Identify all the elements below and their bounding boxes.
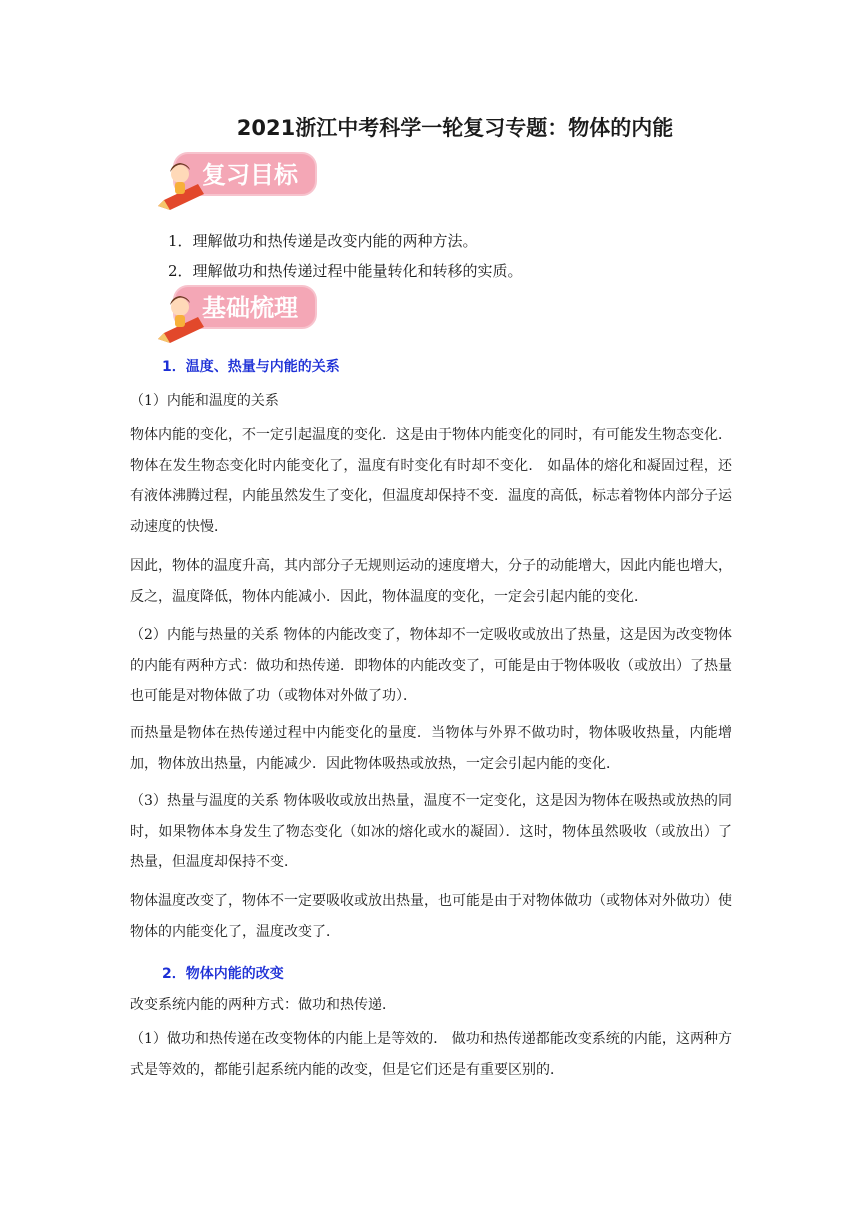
paragraph: （1）内能和温度的关系 [130,393,279,409]
paragraph: （1）做功和热传递在改变物体的内能上是等效的． 做功和热传递都能改变系统的内能，这两种方式是等效的，都能引起系统内能的改变，但是它们还是有重要区别的． [130,1031,732,1078]
badge-label: 基础梳理 [202,294,298,322]
pencil-girl-icon [158,283,320,347]
paragraph: （3）热量与温度的关系 物体吸收或放出热量，温度不一定变化，这是因为物体在吸热或放热的同时，如果物体本身发生了物态变化（如冰的熔化或水的凝固）．这时，物体虽然吸收（或放出）了热量，但温度却保持不变． [130,793,732,870]
goal-item: 2．理解做功和热传递过程中能量转化和转移的实质。 [168,262,523,280]
paragraph: 物体内能的变化，不一定引起温度的变化．这是由于物体内能变化的同时，有可能发生物态变化．物体在发生物态变化时内能变化了，温度有时变化有时却不变化． 如晶体的熔化和凝固过程，还有液体沸腾过程，内能虽然发生了变化，但温度却保持不变．温度的高低，标志着物体内部分子运动速度的快慢． [130,427,732,535]
section-heading: 1．温度、热量与内能的关系 [162,359,340,375]
paragraph: 而热量是物体在热传递过程中内能变化的量度．当物体与外界不做功时，物体吸收热量，内能增加，物体放出热量，内能减少．因此物体吸热或放热，一定会引起内能的变化． [130,725,732,772]
pencil-girl-icon [158,150,320,214]
paragraph: 因此，物体的温度升高，其内部分子无规则运动的速度增大，分子的动能增大，因此内能也增大，反之，温度降低，物体内能减小．因此，物体温度的变化，一定会引起内能的变化． [130,558,732,605]
paragraph: 物体温度改变了，物体不一定要吸收或放出热量，也可能是由于对物体做功（或物体对外做功）使物体的内能变化了，温度改变了． [130,893,732,940]
badge-label: 复习目标 [202,161,298,189]
paragraph: 改变系统内能的两种方式：做功和热传递． [130,997,396,1013]
review-goals-badge [158,150,320,214]
paragraph: （2）内能与热量的关系 物体的内能改变了，物体却不一定吸收或放出了热量，这是因为改变物体的内能有两种方式：做功和热传递．即物体的内能改变了，可能是由于物体吸收（或放出）了热量也可能是对物体做了功（或物体对外做了功）． [130,627,732,704]
goal-item: 1．理解做功和热传递是改变内能的两种方法。 [168,232,478,250]
page-title: 2021浙江中考科学一轮复习专题：物体的内能 [236,116,674,140]
basics-badge [158,283,320,347]
section-heading: 2．物体内能的改变 [162,966,284,982]
